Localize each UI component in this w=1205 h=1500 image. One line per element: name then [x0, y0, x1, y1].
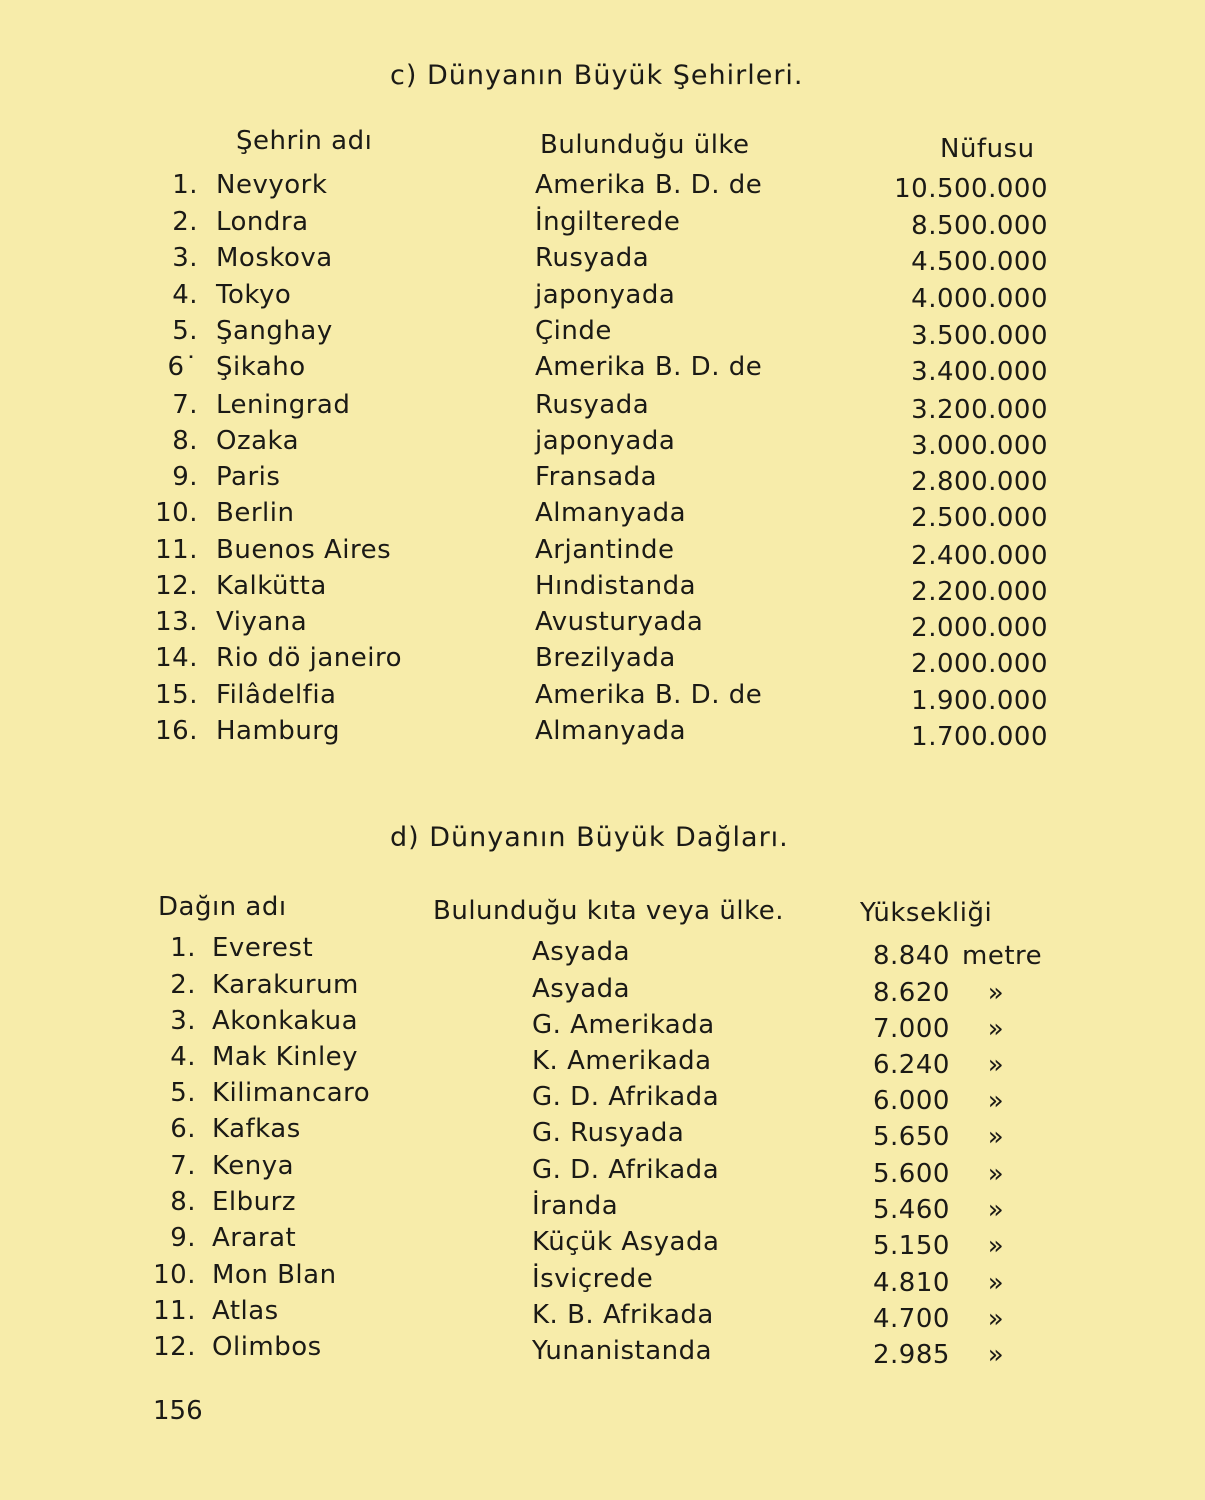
mountains-header-name: Dağın adı [158, 892, 287, 922]
ditto-mark: » [987, 1195, 1005, 1225]
city-population: 3.200.000 [911, 395, 1048, 425]
city-name: Berlin [216, 498, 295, 528]
mountain-location: G. Amerikada [532, 1010, 715, 1040]
city-rank: 2. [172, 207, 198, 237]
city-population: 2.400.000 [911, 541, 1048, 571]
city-country: Arjantinde [535, 535, 675, 565]
mountain-name: Kenya [212, 1151, 295, 1181]
city-rank: 16. [155, 716, 198, 746]
mountain-row [0, 1078, 1205, 1114]
mountain-row [0, 970, 1205, 1006]
mountain-location: G. Rusyada [532, 1118, 685, 1148]
mountain-height: 5.150 [873, 1231, 950, 1261]
mountain-height: 4.810 [873, 1268, 950, 1298]
city-population: 2.000.000 [911, 613, 1048, 643]
city-population: 8.500.000 [911, 211, 1048, 241]
city-country: Amerika B. D. de [535, 680, 763, 710]
ditto-mark: » [987, 1159, 1005, 1189]
city-country: Rusyada [535, 390, 650, 420]
city-population: 4.000.000 [911, 284, 1048, 314]
city-country: Çinde [535, 316, 612, 346]
city-name: Viyana [216, 607, 308, 637]
city-country: İngilterede [535, 207, 681, 237]
city-country: Rusyada [535, 243, 650, 273]
city-population: 1.900.000 [911, 686, 1048, 716]
mountain-row [0, 1114, 1205, 1150]
city-row [0, 207, 1205, 243]
mountain-height: 5.460 [873, 1195, 950, 1225]
city-rank: 3. [172, 243, 198, 273]
ditto-mark: » [987, 1231, 1005, 1261]
mountain-location: Yunanistanda [532, 1336, 713, 1366]
mountain-height: 8.840 [873, 941, 950, 971]
mountain-rank: 8. [170, 1187, 196, 1217]
mountain-name: Karakurum [212, 970, 359, 1000]
mountain-row [0, 1332, 1205, 1368]
city-country: Avusturyada [535, 607, 704, 637]
city-rank: 4. [172, 280, 198, 310]
mountain-location: K. Amerikada [532, 1046, 712, 1076]
mountain-row [0, 1223, 1205, 1259]
city-rank: 5. [172, 316, 198, 346]
city-name: Hamburg [216, 716, 341, 746]
mountain-height: 4.700 [873, 1304, 950, 1334]
city-rank: 8. [172, 426, 198, 456]
city-country: Fransada [535, 462, 658, 492]
mountains-section-title: d) Dünyanın Büyük Dağları. [390, 822, 789, 853]
mountain-location: Küçük Asyada [532, 1227, 720, 1257]
mountain-name: Kilimancaro [212, 1078, 371, 1108]
page-number: 156 [153, 1396, 203, 1426]
mountain-location: İsviçrede [532, 1264, 654, 1294]
city-row [0, 571, 1205, 607]
city-row [0, 716, 1205, 752]
mountain-row [0, 1260, 1205, 1296]
city-country: Almanyada [535, 716, 687, 746]
mountain-location: K. B. Afrikada [532, 1300, 714, 1330]
city-name: Buenos Aires [216, 535, 392, 565]
ditto-mark: » [987, 1122, 1005, 1152]
mountain-rank: 4. [170, 1042, 196, 1072]
city-row [0, 243, 1205, 279]
city-row [0, 426, 1205, 462]
city-rank: 7. [172, 390, 198, 420]
mountain-rank: 3. [170, 1006, 196, 1036]
mountain-height: 6.000 [873, 1086, 950, 1116]
city-name: Leningrad [216, 390, 351, 420]
city-rank: 13. [155, 607, 198, 637]
mountain-location: İranda [532, 1191, 619, 1221]
city-population: 1.700.000 [911, 722, 1048, 752]
city-population: 2.200.000 [911, 577, 1048, 607]
mountain-height: 6.240 [873, 1050, 950, 1080]
city-row [0, 280, 1205, 316]
city-rank: 1. [172, 170, 198, 200]
city-population: 3.400.000 [911, 357, 1048, 387]
mountain-height: 5.650 [873, 1122, 950, 1152]
city-name: Nevyork [216, 170, 328, 200]
city-rank: 15. [155, 680, 198, 710]
mountain-rank: 10. [153, 1260, 196, 1290]
city-population: 3.000.000 [911, 431, 1048, 461]
city-country: japonyada [535, 280, 676, 310]
city-name: Londra [216, 207, 309, 237]
mountain-rank: 5. [170, 1078, 196, 1108]
mountain-name: Mak Kinley [212, 1042, 359, 1072]
mountain-rank: 6. [170, 1114, 196, 1144]
mountain-name: Mon Blan [212, 1260, 337, 1290]
city-name: Filâdelfia [216, 680, 337, 710]
mountain-rank: 1. [170, 933, 196, 963]
city-country: japonyada [535, 426, 676, 456]
city-name: Kalkütta [216, 571, 327, 601]
cities-header-name: Şehrin adı [236, 126, 373, 156]
cities-header-population: Nüfusu [940, 134, 1035, 164]
mountains-header-height: Yüksekliği [860, 898, 993, 928]
city-row [0, 535, 1205, 571]
city-rank: 10. [155, 498, 198, 528]
mountain-name: Olimbos [212, 1332, 322, 1362]
city-row [0, 462, 1205, 498]
city-name: Paris [216, 462, 281, 492]
mountain-name: Ararat [212, 1223, 297, 1253]
city-row [0, 643, 1205, 679]
ditto-mark: » [987, 1304, 1005, 1334]
mountain-row [0, 1042, 1205, 1078]
mountain-height: 5.600 [873, 1159, 950, 1189]
ditto-mark: » [987, 1086, 1005, 1116]
mountain-row [0, 1006, 1205, 1042]
mountain-height: 8.620 [873, 978, 950, 1008]
mountain-row [0, 1151, 1205, 1187]
city-country: Hındistanda [535, 571, 697, 601]
city-name: Ozaka [216, 426, 300, 456]
city-population: 2.800.000 [911, 467, 1048, 497]
mountain-location: G. D. Afrikada [532, 1082, 720, 1112]
mountain-height: 7.000 [873, 1014, 950, 1044]
city-population: 3.500.000 [911, 321, 1048, 351]
city-rank: 6˙ [167, 352, 198, 382]
mountain-name: Everest [212, 933, 314, 963]
city-row [0, 316, 1205, 352]
city-row [0, 352, 1205, 388]
city-country: Amerika B. D. de [535, 352, 763, 382]
city-row [0, 607, 1205, 643]
city-rank: 11. [155, 535, 198, 565]
mountain-row [0, 1296, 1205, 1332]
mountain-rank: 9. [170, 1223, 196, 1253]
mountain-location: Asyada [532, 937, 631, 967]
city-rank: 14. [155, 643, 198, 673]
ditto-mark: » [987, 1014, 1005, 1044]
city-country: Almanyada [535, 498, 687, 528]
city-country: Amerika B. D. de [535, 170, 763, 200]
mountain-name: Akonkakua [212, 1006, 359, 1036]
mountain-rank: 12. [153, 1332, 196, 1362]
ditto-mark: » [987, 1268, 1005, 1298]
mountain-row [0, 933, 1205, 969]
mountain-rank: 11. [153, 1296, 196, 1326]
ditto-mark: » [987, 978, 1005, 1008]
city-population: 4.500.000 [911, 247, 1048, 277]
city-rank: 9. [172, 462, 198, 492]
cities-header-country: Bulunduğu ülke [540, 130, 750, 160]
city-population: 2.000.000 [911, 649, 1048, 679]
city-name: Tokyo [216, 280, 292, 310]
mountain-height-unit: metre [962, 941, 1043, 971]
city-rank: 12. [155, 571, 198, 601]
ditto-mark: » [987, 1340, 1005, 1370]
mountain-name: Elburz [212, 1187, 296, 1217]
city-row [0, 680, 1205, 716]
mountain-name: Kafkas [212, 1114, 301, 1144]
city-row [0, 390, 1205, 426]
city-name: Şanghay [216, 316, 333, 346]
mountains-header-location: Bulunduğu kıta veya ülke. [433, 896, 784, 926]
ditto-mark: » [987, 1050, 1005, 1080]
mountain-rank: 2. [170, 970, 196, 1000]
city-name: Şikaho [216, 352, 306, 382]
city-country: Brezilyada [535, 643, 676, 673]
city-row [0, 170, 1205, 206]
cities-section-title: c) Dünyanın Büyük Şehirleri. [390, 60, 804, 91]
mountain-rank: 7. [170, 1151, 196, 1181]
mountain-name: Atlas [212, 1296, 279, 1326]
mountain-location: Asyada [532, 974, 631, 1004]
city-name: Rio dö janeiro [216, 643, 403, 673]
city-population: 2.500.000 [911, 503, 1048, 533]
mountain-location: G. D. Afrikada [532, 1155, 720, 1185]
mountain-row [0, 1187, 1205, 1223]
city-name: Moskova [216, 243, 333, 273]
city-population: 10.500.000 [894, 174, 1048, 204]
city-row [0, 498, 1205, 534]
mountain-height: 2.985 [873, 1340, 950, 1370]
